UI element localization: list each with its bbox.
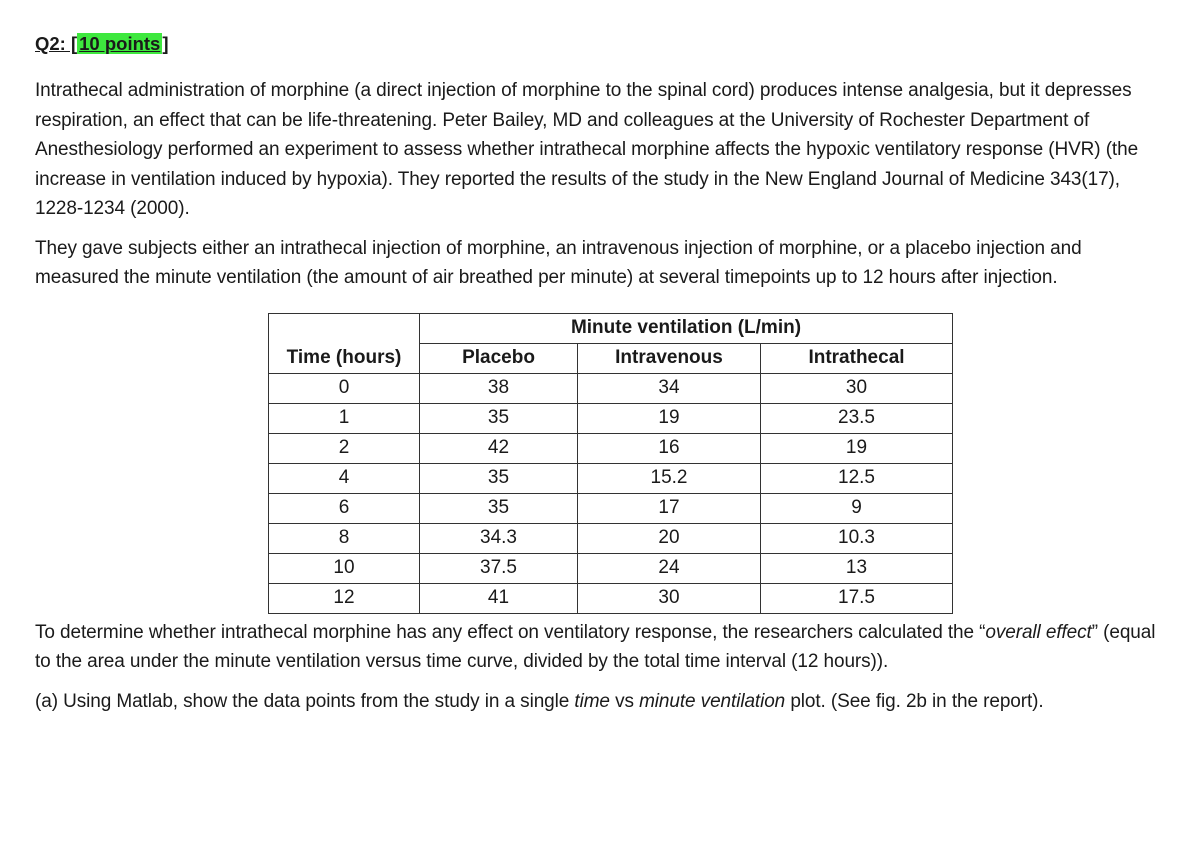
table-row: [269, 553, 953, 583]
cell-intrathecal: 13: [761, 553, 953, 583]
cell-intrathecal: 19: [761, 433, 953, 463]
column-header-intrathecal: Intrathecal: [761, 343, 953, 373]
task-a-paragraph: [35, 687, 1170, 717]
cell-placebo: 34.3: [420, 523, 578, 553]
ventilation-table-wrapper: [268, 313, 1170, 614]
cell-intravenous: 24: [578, 553, 761, 583]
table-group-header-row: [269, 313, 953, 343]
task-a-ventilation-term: minute ventilation: [639, 690, 786, 712]
overall-effect-term: overall effect: [985, 621, 1092, 643]
table-row: [269, 373, 953, 403]
cell-intrathecal: 17.5: [761, 583, 953, 613]
cell-intravenous: 15.2: [578, 463, 761, 493]
cell-placebo: 42: [420, 433, 578, 463]
column-header-placebo: Placebo: [420, 343, 578, 373]
column-header-intravenous: Intravenous: [578, 343, 761, 373]
cell-time: 10: [269, 553, 420, 583]
group-header: Minute ventilation (L/min): [420, 313, 953, 343]
cell-time: 0: [269, 373, 420, 403]
cell-intravenous: 17: [578, 493, 761, 523]
task-a-text-1: (a) Using Matlab, show the data points from the study in a single: [35, 690, 575, 712]
cell-intravenous: 30: [578, 583, 761, 613]
table-column-header-row: [269, 343, 953, 373]
overall-effect-text-1: To determine whether intrathecal morphine has any effect on ventilatory response, the researchers calculated the “: [35, 621, 986, 643]
cell-intrathecal: 23.5: [761, 403, 953, 433]
intro-paragraph: Intrathecal administration of morphine (a direct injection of morphine to the spinal cord) produces intense analgesia, but it depresses respiration, an effect that can be life-threatening. Peter Bailey, MD and colleagues at the University of Rochester Department of Anesthesiology performed an experiment to assess whether intrathecal morphine affects the hypoxic ventilatory response (HVR) (the increase in ventilation induced by hypoxia). They reported the results of the study in the New England Journal of Medicine 343(17), 1228-1234 (2000).: [35, 80, 1139, 219]
cell-placebo: 38: [420, 373, 578, 403]
cell-intrathecal: 12.5: [761, 463, 953, 493]
cell-placebo: 35: [420, 403, 578, 433]
cell-intravenous: 34: [578, 373, 761, 403]
cell-intrathecal: 30: [761, 373, 953, 403]
cell-placebo: 35: [420, 463, 578, 493]
cell-intravenous: 16: [578, 433, 761, 463]
cell-intrathecal: 10.3: [761, 523, 953, 553]
cell-placebo: 41: [420, 583, 578, 613]
column-header-time: Time (hours): [269, 343, 420, 373]
task-a-text-3: plot. (See fig. 2b in the report).: [785, 690, 1044, 712]
table-row: [269, 433, 953, 463]
ventilation-table: [268, 313, 953, 614]
cell-placebo: 35: [420, 493, 578, 523]
cell-time: 1: [269, 403, 420, 433]
table-row: [269, 583, 953, 613]
table-row: [269, 493, 953, 523]
document-page: [35, 30, 1170, 726]
table-row: [269, 403, 953, 433]
question-closing-bracket: ]: [162, 33, 169, 54]
cell-time: 2: [269, 433, 420, 463]
cell-intravenous: 20: [578, 523, 761, 553]
cell-time: 4: [269, 463, 420, 493]
table-corner-cell: [269, 313, 420, 343]
overall-effect-paragraph: [35, 618, 1170, 677]
table-row: [269, 463, 953, 493]
cell-intravenous: 19: [578, 403, 761, 433]
task-a-text-2: vs: [609, 690, 640, 712]
cell-intrathecal: 9: [761, 493, 953, 523]
task-a-time-term: time: [574, 690, 610, 712]
cell-time: 6: [269, 493, 420, 523]
cell-placebo: 37.5: [420, 553, 578, 583]
method-paragraph: They gave subjects either an intrathecal injection of morphine, an intravenous injection of morphine, or a placebo injection and measured the minute ventilation (the amount of air breathed per minute) at several timepoints up to 12 hours after injection.: [35, 237, 1082, 288]
question-number: Q2: [: [35, 33, 78, 54]
question-heading: [35, 30, 1170, 58]
points-highlight: 10 points: [79, 33, 161, 54]
overall-effect-text-2: ” (equal to the area under the minute ventilation versus time curve, divided by the total time interval (12 hours)).: [35, 621, 1156, 672]
table-row: [269, 523, 953, 553]
cell-time: 12: [269, 583, 420, 613]
cell-time: 8: [269, 523, 420, 553]
